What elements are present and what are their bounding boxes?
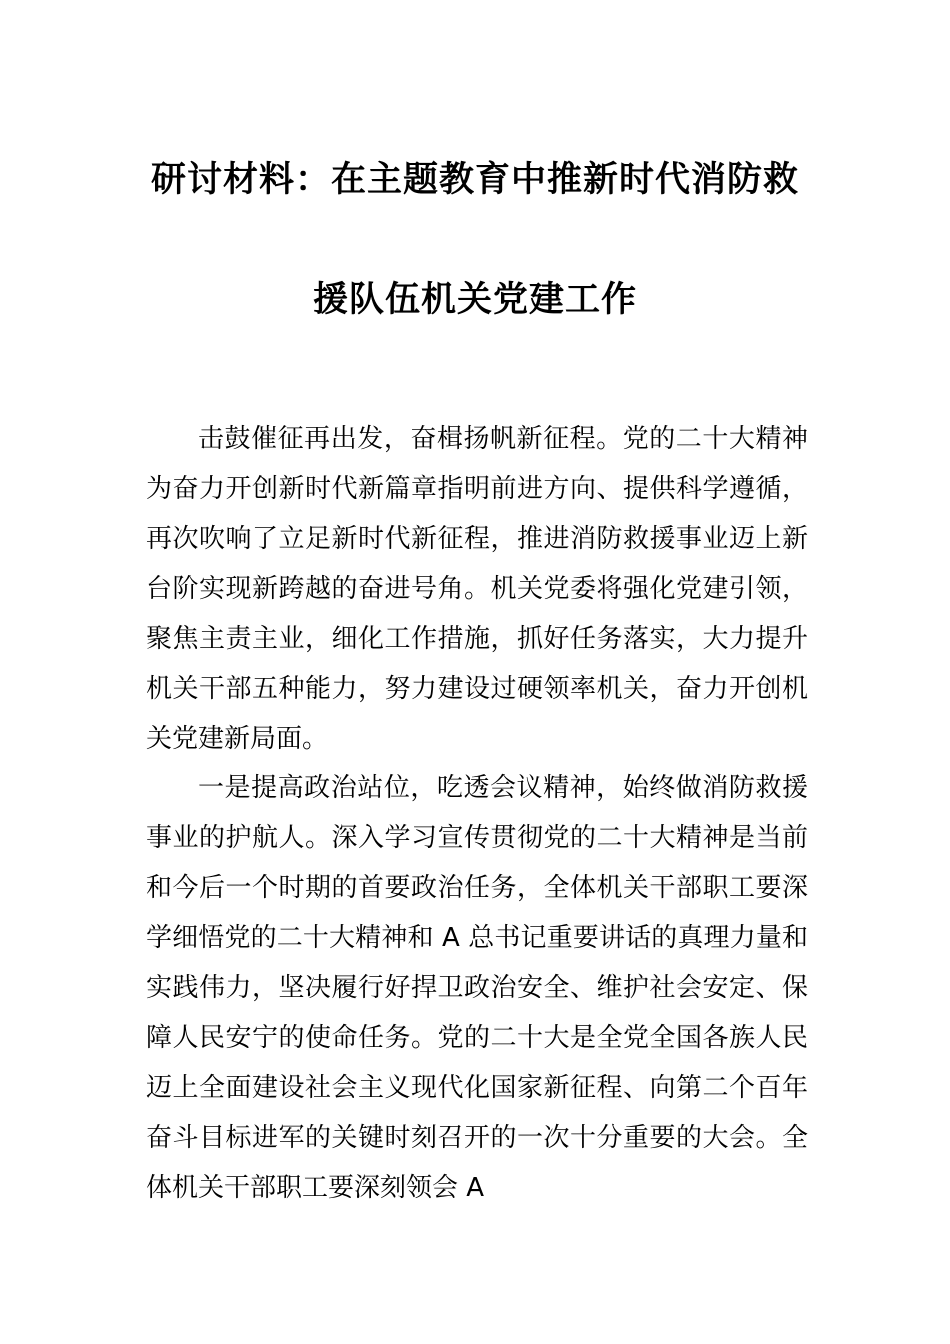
paragraph-line: 台阶实现新跨越的奋进号角。机关党委将强化党建引领， xyxy=(146,574,808,604)
paragraph-line: 击鼓催征再出发，奋楫扬帆新征程。党的二十大精神 xyxy=(198,424,808,454)
paragraph-line: 一是提高政治站位，吃透会议精神，始终做消防救援 xyxy=(198,773,808,803)
paragraph-line: 关党建新局面。 xyxy=(146,724,329,754)
paragraph-line: 和今后一个时期的首要政治任务，全体机关干部职工要深 xyxy=(146,873,808,903)
paragraph-line: 体机关干部职工要深刻领会 A xyxy=(146,1173,485,1203)
document-title-line-1: 研讨材料：在主题教育中推新时代消防救 xyxy=(150,160,799,200)
paragraph-line: 奋斗目标进军的关键时刻召开的一次十分重要的大会。全 xyxy=(146,1123,808,1153)
paragraph-1 xyxy=(146,414,808,764)
paragraph-line: 再次吹响了立足新时代新征程，推进消防救援事业迈上新 xyxy=(146,524,808,554)
paragraph-line: 迈上全面建设社会主义现代化国家新征程、向第二个百年 xyxy=(146,1073,808,1103)
paragraph-line: 事业的护航人。深入学习宣传贯彻党的二十大精神是当前 xyxy=(146,823,808,853)
paragraph-line: 学细悟党的二十大精神和 A 总书记重要讲话的真理力量和 xyxy=(146,923,808,953)
paragraph-line: 障人民安宁的使命任务。党的二十大是全党全国各族人民 xyxy=(146,1023,808,1053)
document-title-line-2: 援队伍机关党建工作 xyxy=(312,280,637,320)
paragraph-line: 实践伟力，坚决履行好捍卫政治安全、维护社会安定、保 xyxy=(146,973,808,1003)
paragraph-line: 聚焦主责主业，细化工作措施，抓好任务落实，大力提升 xyxy=(146,624,808,654)
paragraph-line: 为奋力开创新时代新篇章指明前进方向、提供科学遵循， xyxy=(146,474,808,504)
paragraph-line: 机关干部五种能力，努力建设过硬领率机关，奋力开创机 xyxy=(146,674,808,704)
paragraph-2 xyxy=(146,763,808,1213)
